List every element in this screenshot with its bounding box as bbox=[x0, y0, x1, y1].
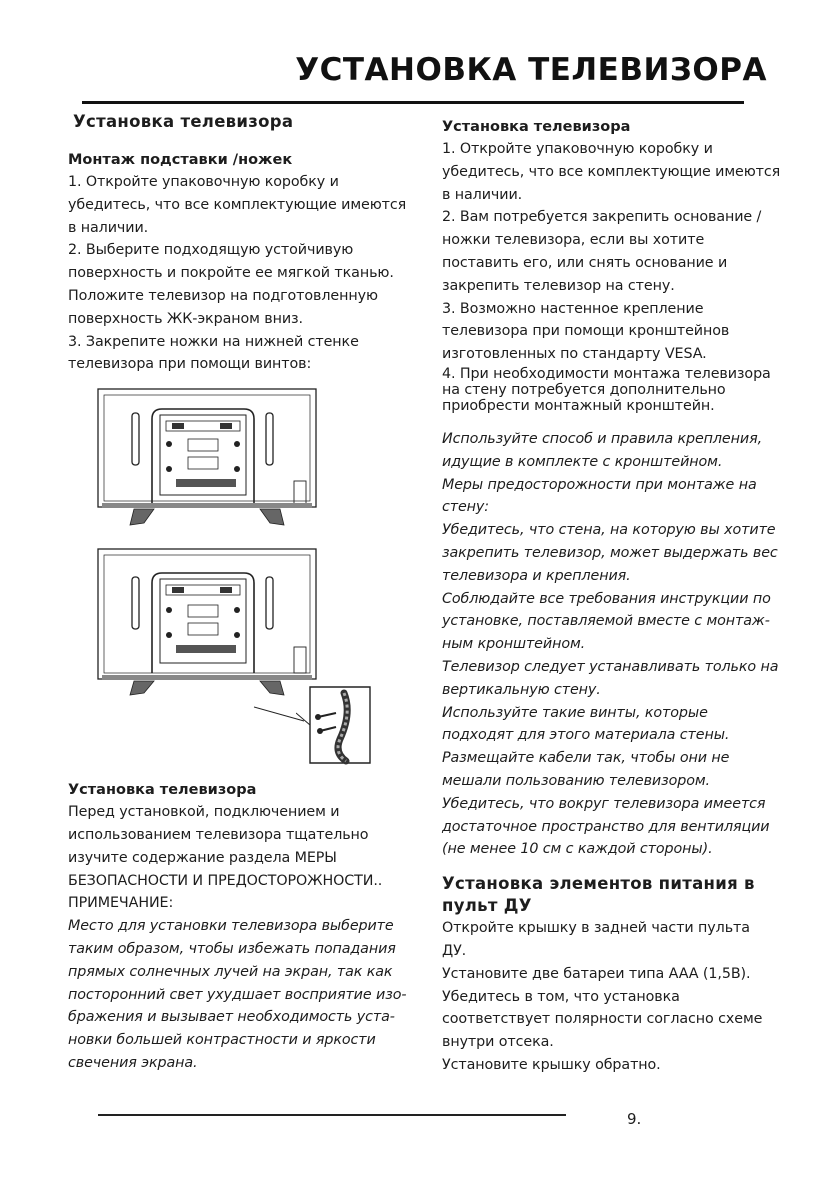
stand-foot-right-2 bbox=[260, 681, 284, 695]
batteries-line: ДУ. bbox=[442, 942, 467, 959]
wall-italic-line: Убедитесь, что вокруг телевизора имеется bbox=[442, 795, 766, 812]
batteries-line: Откройте крышку в задней части пульта bbox=[442, 920, 750, 937]
wall-heading: Установка телевизора bbox=[442, 119, 631, 135]
wall-italic-line: ным кронштейном. bbox=[442, 636, 586, 653]
wall-step4-line: приобрести монтажный кронштейн. bbox=[442, 397, 715, 414]
screw-detail-icon bbox=[296, 683, 376, 769]
wall-italic-line: Размещайте кабели так, чтобы они не bbox=[442, 750, 730, 767]
batteries-line: Установите крышку обратно. bbox=[442, 1056, 661, 1073]
note-line: прямых солнечных лучей на экран, так как bbox=[68, 963, 393, 980]
stand-line: в наличии. bbox=[68, 219, 149, 236]
right-column bbox=[442, 116, 787, 1077]
wall-step4-line: 4. При необходимости монтажа телевизора bbox=[442, 365, 771, 382]
stand-line: убедитесь, что все комплектующие имеются bbox=[68, 196, 407, 213]
wall-italic-line: Убедитесь, что стена, на которую вы хотите bbox=[442, 522, 776, 539]
stand-line: Положите телевизор на подготовленную bbox=[68, 287, 378, 304]
wall-italic-line: Используйте такие винты, которые bbox=[442, 704, 708, 721]
tv-back-panel-2 bbox=[98, 549, 316, 679]
batteries-line: внутри отсека. bbox=[442, 1034, 554, 1051]
wall-italic-line: закрепить телевизор, может выдержать вес bbox=[442, 544, 778, 561]
wall-italic-line: подходят для этого материала стены. bbox=[442, 727, 730, 744]
stand-foot-right-1 bbox=[260, 509, 284, 525]
note-line: посторонний свет ухудшает восприятие изо- bbox=[68, 986, 407, 1003]
stand-line: телевизора при помощи винтов: bbox=[68, 356, 312, 373]
batteries-line: соответствует полярности согласно схеме bbox=[442, 1011, 763, 1028]
wall-line: 1. Откройте упаковочную коробку и bbox=[442, 141, 713, 157]
note-line: свечения экрана. bbox=[68, 1054, 198, 1071]
stand-line: 3. Закрепите ножки на нижней стенке bbox=[68, 333, 359, 350]
install-line: ПРИМЕЧАНИЕ: bbox=[68, 895, 174, 912]
install-line: изучите содержание раздела МЕРЫ bbox=[68, 849, 337, 866]
note-line: бражения и вызывает необходимость уста- bbox=[68, 1009, 395, 1026]
wall-step4-line: на стену потребуется дополнительно bbox=[442, 381, 726, 398]
note-line: новки большей контрастности и яркости bbox=[68, 1032, 376, 1049]
batteries-line: Убедитесь в том, что установка bbox=[442, 988, 680, 1005]
wall-line: 2. Вам потребуется закрепить основание / bbox=[442, 209, 762, 226]
install-line: использованием телевизора тщательно bbox=[68, 826, 369, 843]
wall-italic-line: вертикальную стену. bbox=[442, 681, 601, 698]
install-heading: Установка телевизора bbox=[68, 782, 257, 799]
wall-line: закрепить телевизор на стену. bbox=[442, 277, 675, 294]
stand-line: 1. Откройте упаковочную коробку и bbox=[68, 174, 339, 190]
batteries-heading-line2: пульт ДУ bbox=[442, 896, 532, 916]
wall-line: поставить его, или снять основание и bbox=[442, 254, 728, 271]
batteries-heading-line1: Установка элементов питания в bbox=[442, 874, 755, 894]
stand-foot-left-1 bbox=[130, 509, 154, 525]
wall-italic-line: Соблюдайте все требования инструкции по bbox=[442, 590, 771, 607]
top-divider bbox=[82, 101, 744, 104]
page-number: 9. bbox=[627, 1110, 642, 1128]
tv-stand-illustration bbox=[94, 385, 324, 765]
batteries-line: Установите две батареи типа AAA (1,5В). bbox=[442, 965, 751, 982]
page-title: УСТАНОВКА ТЕЛЕВИЗОРА bbox=[295, 52, 767, 88]
wall-line: 3. Возможно настенное крепление bbox=[442, 300, 704, 317]
stand-foot-left-2 bbox=[130, 681, 154, 695]
wall-italic-line: достаточное пространство для вентиляции bbox=[442, 818, 770, 835]
section-heading: Установка телевизора bbox=[73, 112, 294, 131]
wall-italic-line: установке, поставляемой вместе с монтаж- bbox=[442, 613, 770, 630]
wall-italic-line: телевизора и крепления. bbox=[442, 567, 631, 584]
wall-line: изготовленных по стандарту VESA. bbox=[442, 346, 707, 363]
stand-line: 2. Выберите подходящую устойчивую bbox=[68, 242, 354, 259]
wall-line: в наличии. bbox=[442, 186, 523, 203]
wall-italic-line: идущие в комплекте с кронштейном. bbox=[442, 453, 723, 470]
note-line: Место для установки телевизора выберите bbox=[68, 918, 394, 935]
wall-italic-line: стену: bbox=[442, 499, 490, 516]
stand-line: поверхность ЖК-экраном вниз. bbox=[68, 310, 303, 327]
wall-italic-line: Меры предосторожности при монтаже на bbox=[442, 476, 757, 493]
wall-italic-line: Телевизор следует устанавливать только на bbox=[442, 658, 779, 675]
install-line: БЕЗОПАСНОСТИ И ПРЕДОСТОРОЖНОСТИ.. bbox=[68, 872, 383, 889]
footer-divider bbox=[98, 1114, 566, 1116]
stand-line: поверхность и покройте ее мягкой тканью. bbox=[68, 265, 394, 282]
wall-line: телевизора при помощи кронштейнов bbox=[442, 323, 730, 340]
wall-italic-line: Используйте способ и правила крепления, bbox=[442, 430, 763, 447]
tv-back-panel-1 bbox=[98, 389, 316, 507]
wall-italic-line: мешали пользованию телевизором. bbox=[442, 772, 710, 789]
wall-line: ножки телевизора, если вы хотите bbox=[442, 232, 705, 249]
note-line: таким образом, чтобы избежать попадания bbox=[68, 940, 396, 957]
wall-line: убедитесь, что все комплектующие имеются bbox=[442, 163, 781, 180]
stand-heading: Монтаж подставки /ножек bbox=[68, 152, 293, 168]
install-line: Перед установкой, подключением и bbox=[68, 804, 340, 821]
wall-italic-line: (не менее 10 см с каждой стороны). bbox=[442, 841, 713, 858]
